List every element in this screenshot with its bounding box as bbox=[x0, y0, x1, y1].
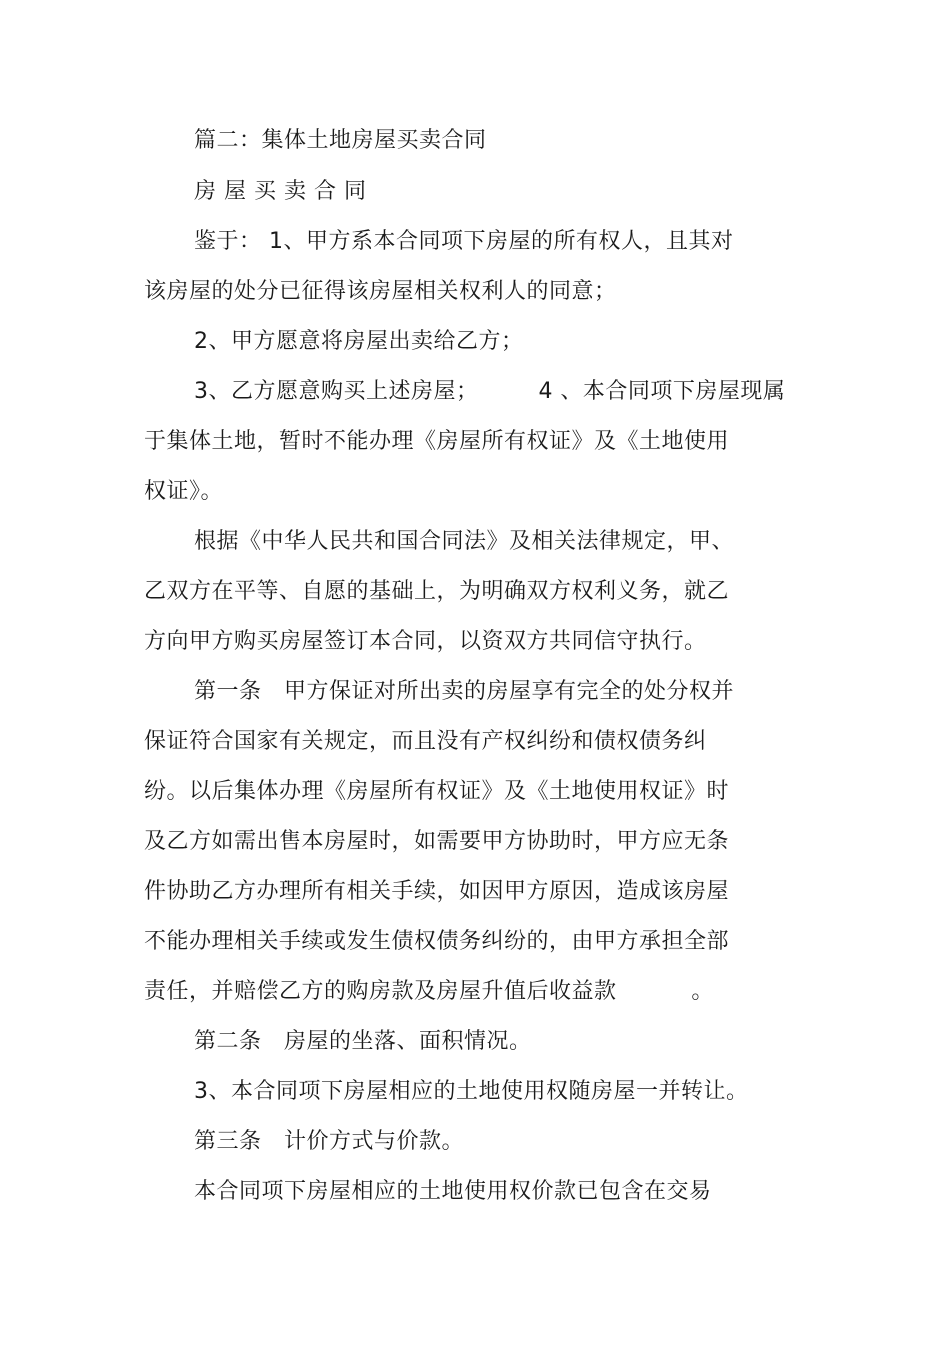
text-line: 乙双方在平等、自愿的基础上，为明确双方权利义务，就乙 bbox=[144, 579, 730, 604]
text-line: 2、甲方愿意将房屋出卖给乙方； bbox=[194, 329, 524, 354]
contract-title: 房 屋 买 卖 合 同 bbox=[194, 179, 367, 204]
text-line: 鉴于： 1、甲方系本合同项下房屋的所有权人，且其对 bbox=[194, 229, 734, 254]
text-line: 根据《中华人民共和国合同法》及相关法律规定，甲、 bbox=[194, 529, 735, 554]
text-line: 3、乙方愿意购买上述房屋； 4 、本合同项下房屋现属 bbox=[194, 379, 786, 404]
text-line: 责任，并赔偿乙方的购房款及房屋升值后收益款 。 bbox=[144, 979, 714, 1004]
text-line: 不能办理相关手续或发生债权债务纠纷的，由甲方承担全部 bbox=[144, 929, 730, 954]
article-3-line: 第三条 计价方式与价款。 bbox=[194, 1129, 464, 1154]
text-line: 件协助乙方办理所有相关手续，如因甲方原因，造成该房屋 bbox=[144, 879, 730, 904]
article-1-line: 第一条 甲方保证对所出卖的房屋享有完全的处分权并 bbox=[194, 679, 734, 704]
text-line: 及乙方如需出售本房屋时，如需要甲方协助时，甲方应无条 bbox=[144, 829, 730, 854]
text-line: 纷。以后集体办理《房屋所有权证》及《土地使用权证》时 bbox=[144, 779, 730, 804]
text-line: 权证》。 bbox=[144, 479, 224, 504]
text-line: 3、本合同项下房屋相应的土地使用权随房屋一并转让。 bbox=[194, 1079, 749, 1104]
text-line: 于集体土地，暂时不能办理《房屋所有权证》及《土地使用 bbox=[144, 429, 730, 454]
section-heading: 篇二：集体土地房屋买卖合同 bbox=[194, 128, 487, 153]
text-line: 保证符合国家有关规定，而且没有产权纠纷和债权债务纠 bbox=[144, 729, 707, 754]
text-line: 本合同项下房屋相应的土地使用权价款已包含在交易 bbox=[194, 1179, 712, 1204]
article-2-line: 第二条 房屋的坐落、面积情况。 bbox=[194, 1029, 532, 1054]
text-line: 方向甲方购买房屋签订本合同，以资双方共同信守执行。 bbox=[144, 629, 707, 654]
text-line: 该房屋的处分已征得该房屋相关权利人的同意； bbox=[144, 279, 617, 304]
